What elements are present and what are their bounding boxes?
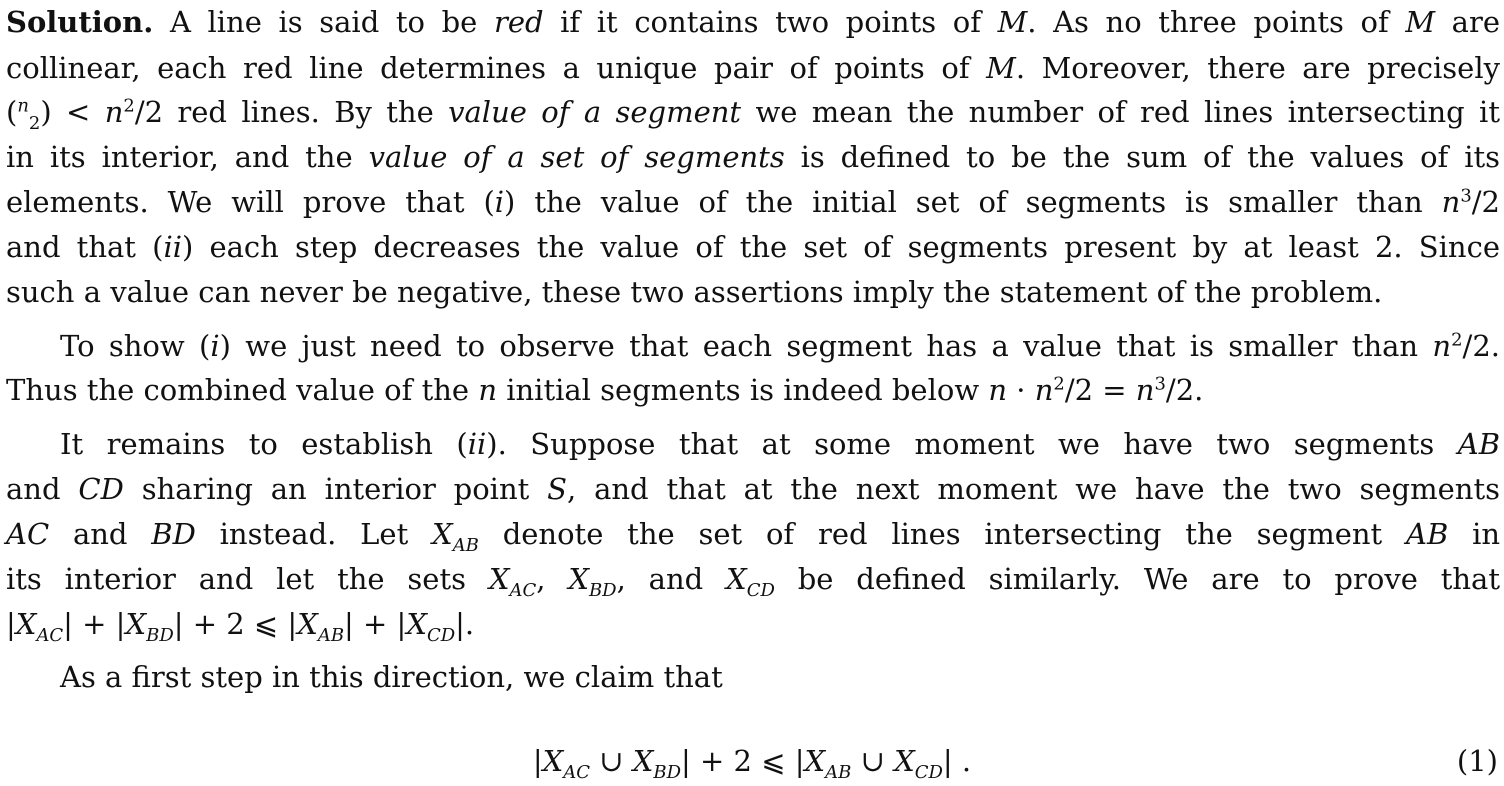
paragraph-1-line-1: Solution. A line is said to be red if it contains two points of M. As no three points of M are: [6, 5, 1500, 39]
paragraph-3-line-4: its interior and let the sets $X_{AC}$, $X_{BD}$, and $X_{CD}$ be defined similarly. We are to prove that: [6, 562, 1500, 601]
paragraph-3-line-1: It remains to establish (ii). Suppose that at some moment we have two segments AB: [60, 427, 1501, 461]
paragraph-2-line-1: To show (i) we just need to observe that each segment has a value that is smaller than $n^2/2$.: [60, 329, 1500, 363]
paragraph-1-line-7: such a value can never be negative, these two assertions imply the statement of the problem.: [6, 275, 1383, 309]
paragraph-1-line-5: elements. We will prove that (i) the value of the initial set of segments is smaller than $n^3/2$: [6, 185, 1500, 219]
paragraph-1-line-4: in its interior, and the value of a set of segments is defined to be the sum of the values of its: [6, 140, 1501, 174]
paragraph-4-line-1: As a first step in this direction, we claim that: [60, 660, 723, 694]
equation-number: (1): [1456, 744, 1498, 778]
paragraph-1-line-3: $(^n_2) < n^2/2$ red lines. By the value of a segment we mean the number of red lines intersecting it: [6, 95, 1500, 134]
paragraph-1-line-2: collinear, each red line determines a unique pair of points of M. Moreover, there are precisely: [6, 51, 1500, 85]
paragraph-2-line-2: Thus the combined value of the n initial segments is indeed below $n \cdot n^2/2 = n^3/2$.: [6, 373, 1204, 407]
paragraph-3-line-3: AC and BD instead. Let $X_{AB}$ denote the set of red lines intersecting the segment AB in: [6, 517, 1501, 556]
paragraph-1-line-6: and that (ii) each step decreases the value of the set of segments present by at least 2. Since: [6, 230, 1500, 264]
paragraph-3-line-5: $|X_{AC}| + |X_{BD}| + 2$ ⩽ $|X_{AB}| + |X_{CD}|$.: [6, 607, 475, 646]
display-equation: $|X_{AC}$ ∪ $X_{BD}| + 2$ ⩽ $|X_{AB}$ ∪ $X_{CD}|$ .: [532, 744, 972, 783]
paragraph-3-line-2: and CD sharing an interior point S, and that at the next moment we have the two segments: [6, 472, 1500, 506]
